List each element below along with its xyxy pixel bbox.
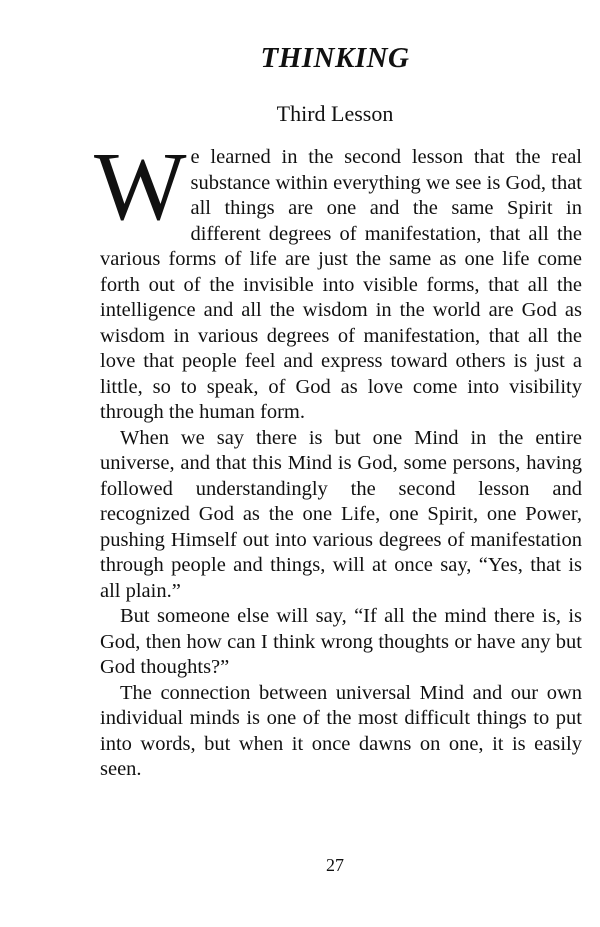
page-number: 27	[326, 855, 344, 875]
paragraph-text: e learned in the second lesson that the real substance within everything we see is God, that all things are one and the same Spirit in different degrees of manifestation, that all the various forms of life are just the same as one life come forth out of the invisible into visible forms, that all the intelligence and all the wisdom in the world are God as wisdom in various degrees of manifestation, that all the love that people feel and express toward others is just a little, so to speak, of God as love come into visibility through the human form.	[100, 146, 582, 423]
paragraph-3: But someone else will say, “If all the mind there is, is God, then how can I think wrong thoughts or have any but God thoughts?”	[100, 605, 582, 678]
body-text	[94, 133, 582, 783]
chapter-title: THINKING	[260, 42, 410, 74]
drop-cap: W	[94, 133, 187, 241]
paragraph-4: The connection between universal Mind and our own individual minds is one of the most difficult things to put into words, but when it once dawns on one, it is easily seen.	[100, 681, 582, 780]
paragraph-1	[94, 133, 582, 426]
lesson-subtitle: Third Lesson	[276, 101, 394, 126]
paragraph-2: When we say there is but one Mind in the entire universe, and that this Mind is God, some persons, having followed understandingly the second lesson and recognized God as the one Life, one Spirit, one Power, pushing Himself out into various degrees of manifestation through people and things, will at once say, “Yes, that is all plain.”	[100, 426, 582, 602]
